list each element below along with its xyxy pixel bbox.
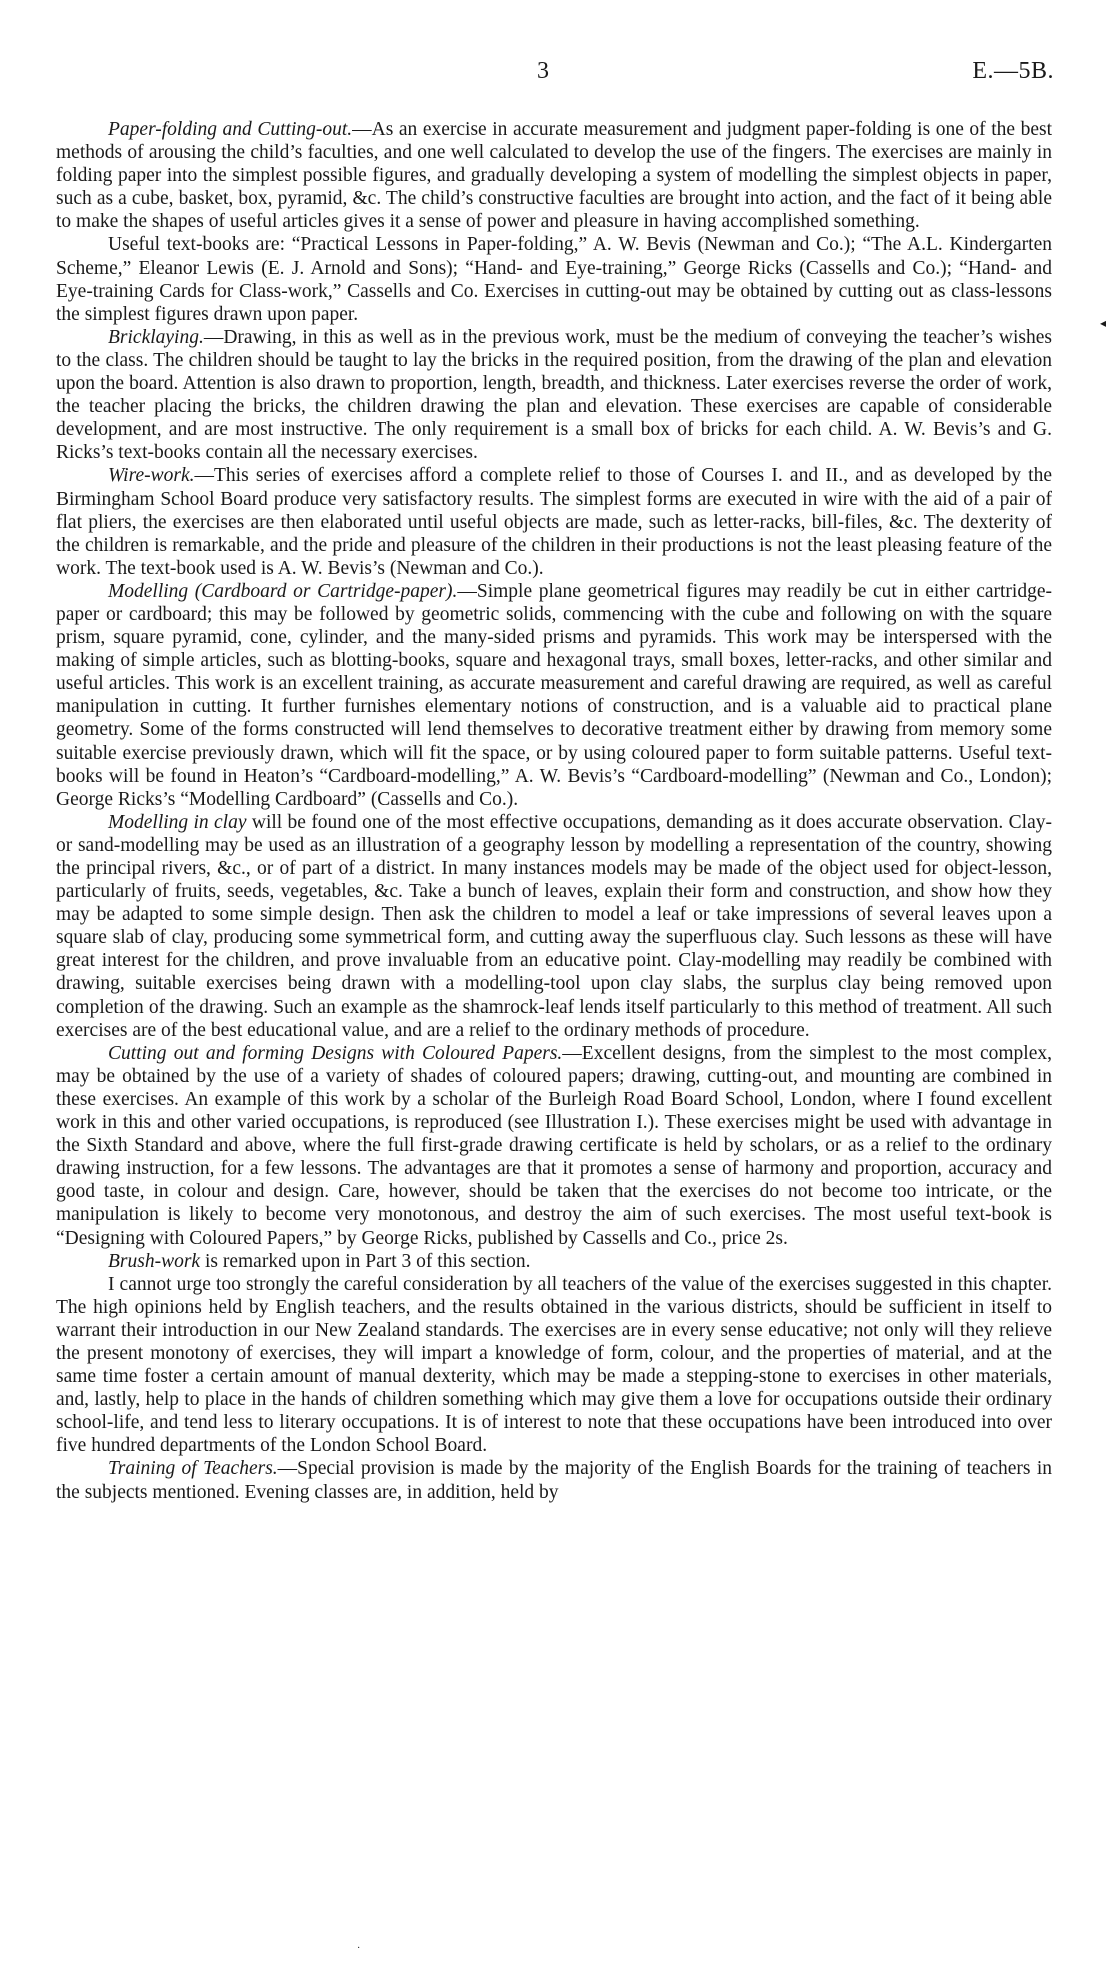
paragraph-text: will be found one of the most effective occupations, demanding as it does accurate observation. Clay- or sand-modelling may be used as an illustration of a geography lesson by modelling a representation of the country, showing the principal rivers, &c., or of part of a district. In many instances models may be made of the object used for object-lesson, particularly of fruits, seeds, vegetables, &c. Take a bunch of leaves, explain their form and construction, and show how they may be adapted to some simple design. Then ask the children to model a leaf or take impressions of several leaves upon a square slab of clay, producing some symmetrical form, and cutting away the superfluous clay. Such lessons as these will have great interest for the children, and prove invaluable from an educative point. Clay-modelling may readily be combined with drawing, suitable exercises being drawn with a modelling-tool upon clay slabs, the surplus clay being removed upon completion of the drawing. Such an example as the shamrock-leaf lends itself particularly to this method of treatment. All such exercises are of the best educational value, and are a relief to the ordinary methods of procedure. <box>56 811 1052 1041</box>
section-heading: Brush-work <box>108 1250 201 1272</box>
section-heading: Bricklaying. <box>108 326 204 348</box>
paragraph-text-books <box>56 233 1052 325</box>
paragraph-text: —This series of exercises afford a complete relief to those of Courses I. and II., and as developed by the Birmingham School Board produce very satisfactory results. The simplest forms are executed in wire with the aid of a pair of flat pliers, the exercises are then elaborated until useful objects are made, such as letter-racks, bill-files, &c. The dexterity of the children is remarkable, and the pride and pleasure of the children in their productions is not the least pleasing feature of the work. The text-book used is A. W. Bevis’s (Newman and Co.). <box>56 465 1052 579</box>
margin-mark: ◂ <box>1099 316 1106 330</box>
section-heading: Paper-folding and Cutting-out. <box>108 119 353 140</box>
paragraph-text: —As an exercise in accurate measurement and judgment paper-folding is one of the best methods of arousing the child’s faculties, and one well calculated to develop the use of the fingers. The exercises are mainly in folding paper into the simplest possible figures, and gradually developing a system of modelling the simplest objects in paper, such as a cube, basket, box, pyramid, &c. The child’s constructive faculties are brought into action, and the fact of it being able to make the shapes of useful articles gives it a sense of power and pleasure in having accomplished something. <box>56 119 1052 233</box>
paragraph-conclusion <box>56 1273 1052 1458</box>
paragraph-text: —Special provision is made by the majority of the English Boards for the training of teachers in the subjects mentioned. Evening classes are, in addition, held by <box>56 1458 1052 1503</box>
paragraph-bricklaying <box>56 326 1052 465</box>
page-header <box>0 58 1114 88</box>
body-text <box>56 118 1052 1504</box>
footer-dot: · <box>357 1943 361 1954</box>
document-series-reference: E.—5B. <box>972 58 1054 84</box>
paragraph-wire-work <box>56 464 1052 579</box>
paragraph-brush-work <box>56 1250 1052 1273</box>
paragraph-text: is remarked upon in Part 3 of this section. <box>200 1250 531 1272</box>
paragraph-text: —Simple plane geometrical figures may readily be cut in either cartridge-paper or cardboard; this may be followed by geometric solids, commencing with the cube and following on with the square prism, square pyramid, cone, cylinder, and the many-sided prisms and pyramids. This work may be interspersed with the making of simple articles, such as blotting-books, square and hexagonal trays, small boxes, letter-racks, and other similar and useful articles. This work is an excellent training, as accurate measurement and careful drawing are required, as well as careful manipulation in cutting. It further furnishes elementary notions of construction, and is a valuable aid to practical plane geometry. Some of the forms constructed will lend themselves to decorative treatment either by drawing from memory some suitable exercise previously drawn, which will fit the space, or by using coloured paper to form suitable patterns. Useful text-books will be found in Heaton’s “Cardboard-modelling,” A. W. Bevis’s “Cardboard-modelling” (Newman and Co., London); George Ricks’s “Modelling Cardboard” (Cassells and Co.). <box>56 580 1052 810</box>
paragraph-clay-modelling <box>56 811 1052 1042</box>
page-number: 3 <box>537 58 549 84</box>
section-heading: Cutting out and forming Designs with Coloured Papers. <box>108 1042 563 1064</box>
section-heading: Modelling in clay <box>108 811 247 833</box>
paragraph-training-of-teachers <box>56 1457 1052 1503</box>
section-heading: Wire-work. <box>108 465 195 487</box>
paragraph-coloured-papers <box>56 1042 1052 1250</box>
paragraph-text: I cannot urge too strongly the careful consideration by all teachers of the value of the exercises suggested in this chapter. The high opinions held by English teachers, and the results obtained in the various districts, should be sufficient in itself to warrant their introduction in our New Zealand standards. The exercises are in every sense educative; not only will they relieve the present monotony of exercises, they will impart a knowledge of form, colour, and the properties of material, and at the same time foster a certain amount of manual dexterity, which may be made a stepping-stone to exercises in other materials, and, lastly, help to place in the hands of children something which may give them a love for occupations outside their ordinary school-life, and tend less to literary occupations. It is of interest to note that these occupations have been introduced into over five hundred departments of the London School Board. <box>56 1273 1052 1457</box>
paragraph-text: —Drawing, in this as well as in the previous work, must be the medium of conveying the teacher’s wishes to the class. The children should be taught to lay the bricks in the required position, from the drawing of the plan and elevation upon the board. Attention is also drawn to proportion, length, breadth, and thickness. Later exercises reverse the order of work, the teacher placing the bricks, the children drawing the plan and elevation. These exercises are capable of considerable development, and are most instructive. The only requirement is a small box of bricks for each child. A. W. Bevis’s and G. Ricks’s text-books contain all the necessary exercises. <box>56 326 1052 464</box>
section-heading: Training of Teachers. <box>108 1458 278 1480</box>
paragraph-text: Useful text-books are: “Practical Lessons in Paper-folding,” A. W. Bevis (Newman and Co.); “The A.L. Kindergarten Scheme,” Eleanor Lewis (E. J. Arnold and Sons); “Hand- and Eye-training,” George Ricks (Cassells and Co.); “Hand- and Eye-training Cards for Class-work,” Cassells and Co. Exercises in cutting-out may be obtained by cutting out as class-lessons the simplest figures drawn upon paper. <box>56 234 1052 325</box>
section-heading: Modelling (Cardboard or Cartridge-paper). <box>108 580 458 602</box>
paragraph-text: —Excellent designs, from the simplest to the most complex, may be obtained by the use of a variety of shades of coloured papers; drawing, cutting-out, and mounting are combined in these exercises. An example of this work by a scholar of the Burleigh Road Board School, London, where I found excellent work in this and other varied occupations, is reproduced (see Illustration I.). These exercises might be used with advantage in the Sixth Standard and above, where the full first-grade drawing certificate is held by scholars, or as a relief to the ordinary drawing instruction, for a few lessons. The advantages are that it promotes a sense of harmony and proportion, accuracy and good taste, in colour and design. Care, however, should be taken that the exercises do not become too intricate, or the manipulation is likely to become very monotonous, and destroy the aim of such exercises. The most useful text-book is “Designing with Coloured Papers,” by George Ricks, published by Cassells and Co., price 2s. <box>56 1042 1053 1249</box>
paragraph-paper-folding <box>56 118 1052 233</box>
paragraph-cardboard-modelling <box>56 580 1052 811</box>
